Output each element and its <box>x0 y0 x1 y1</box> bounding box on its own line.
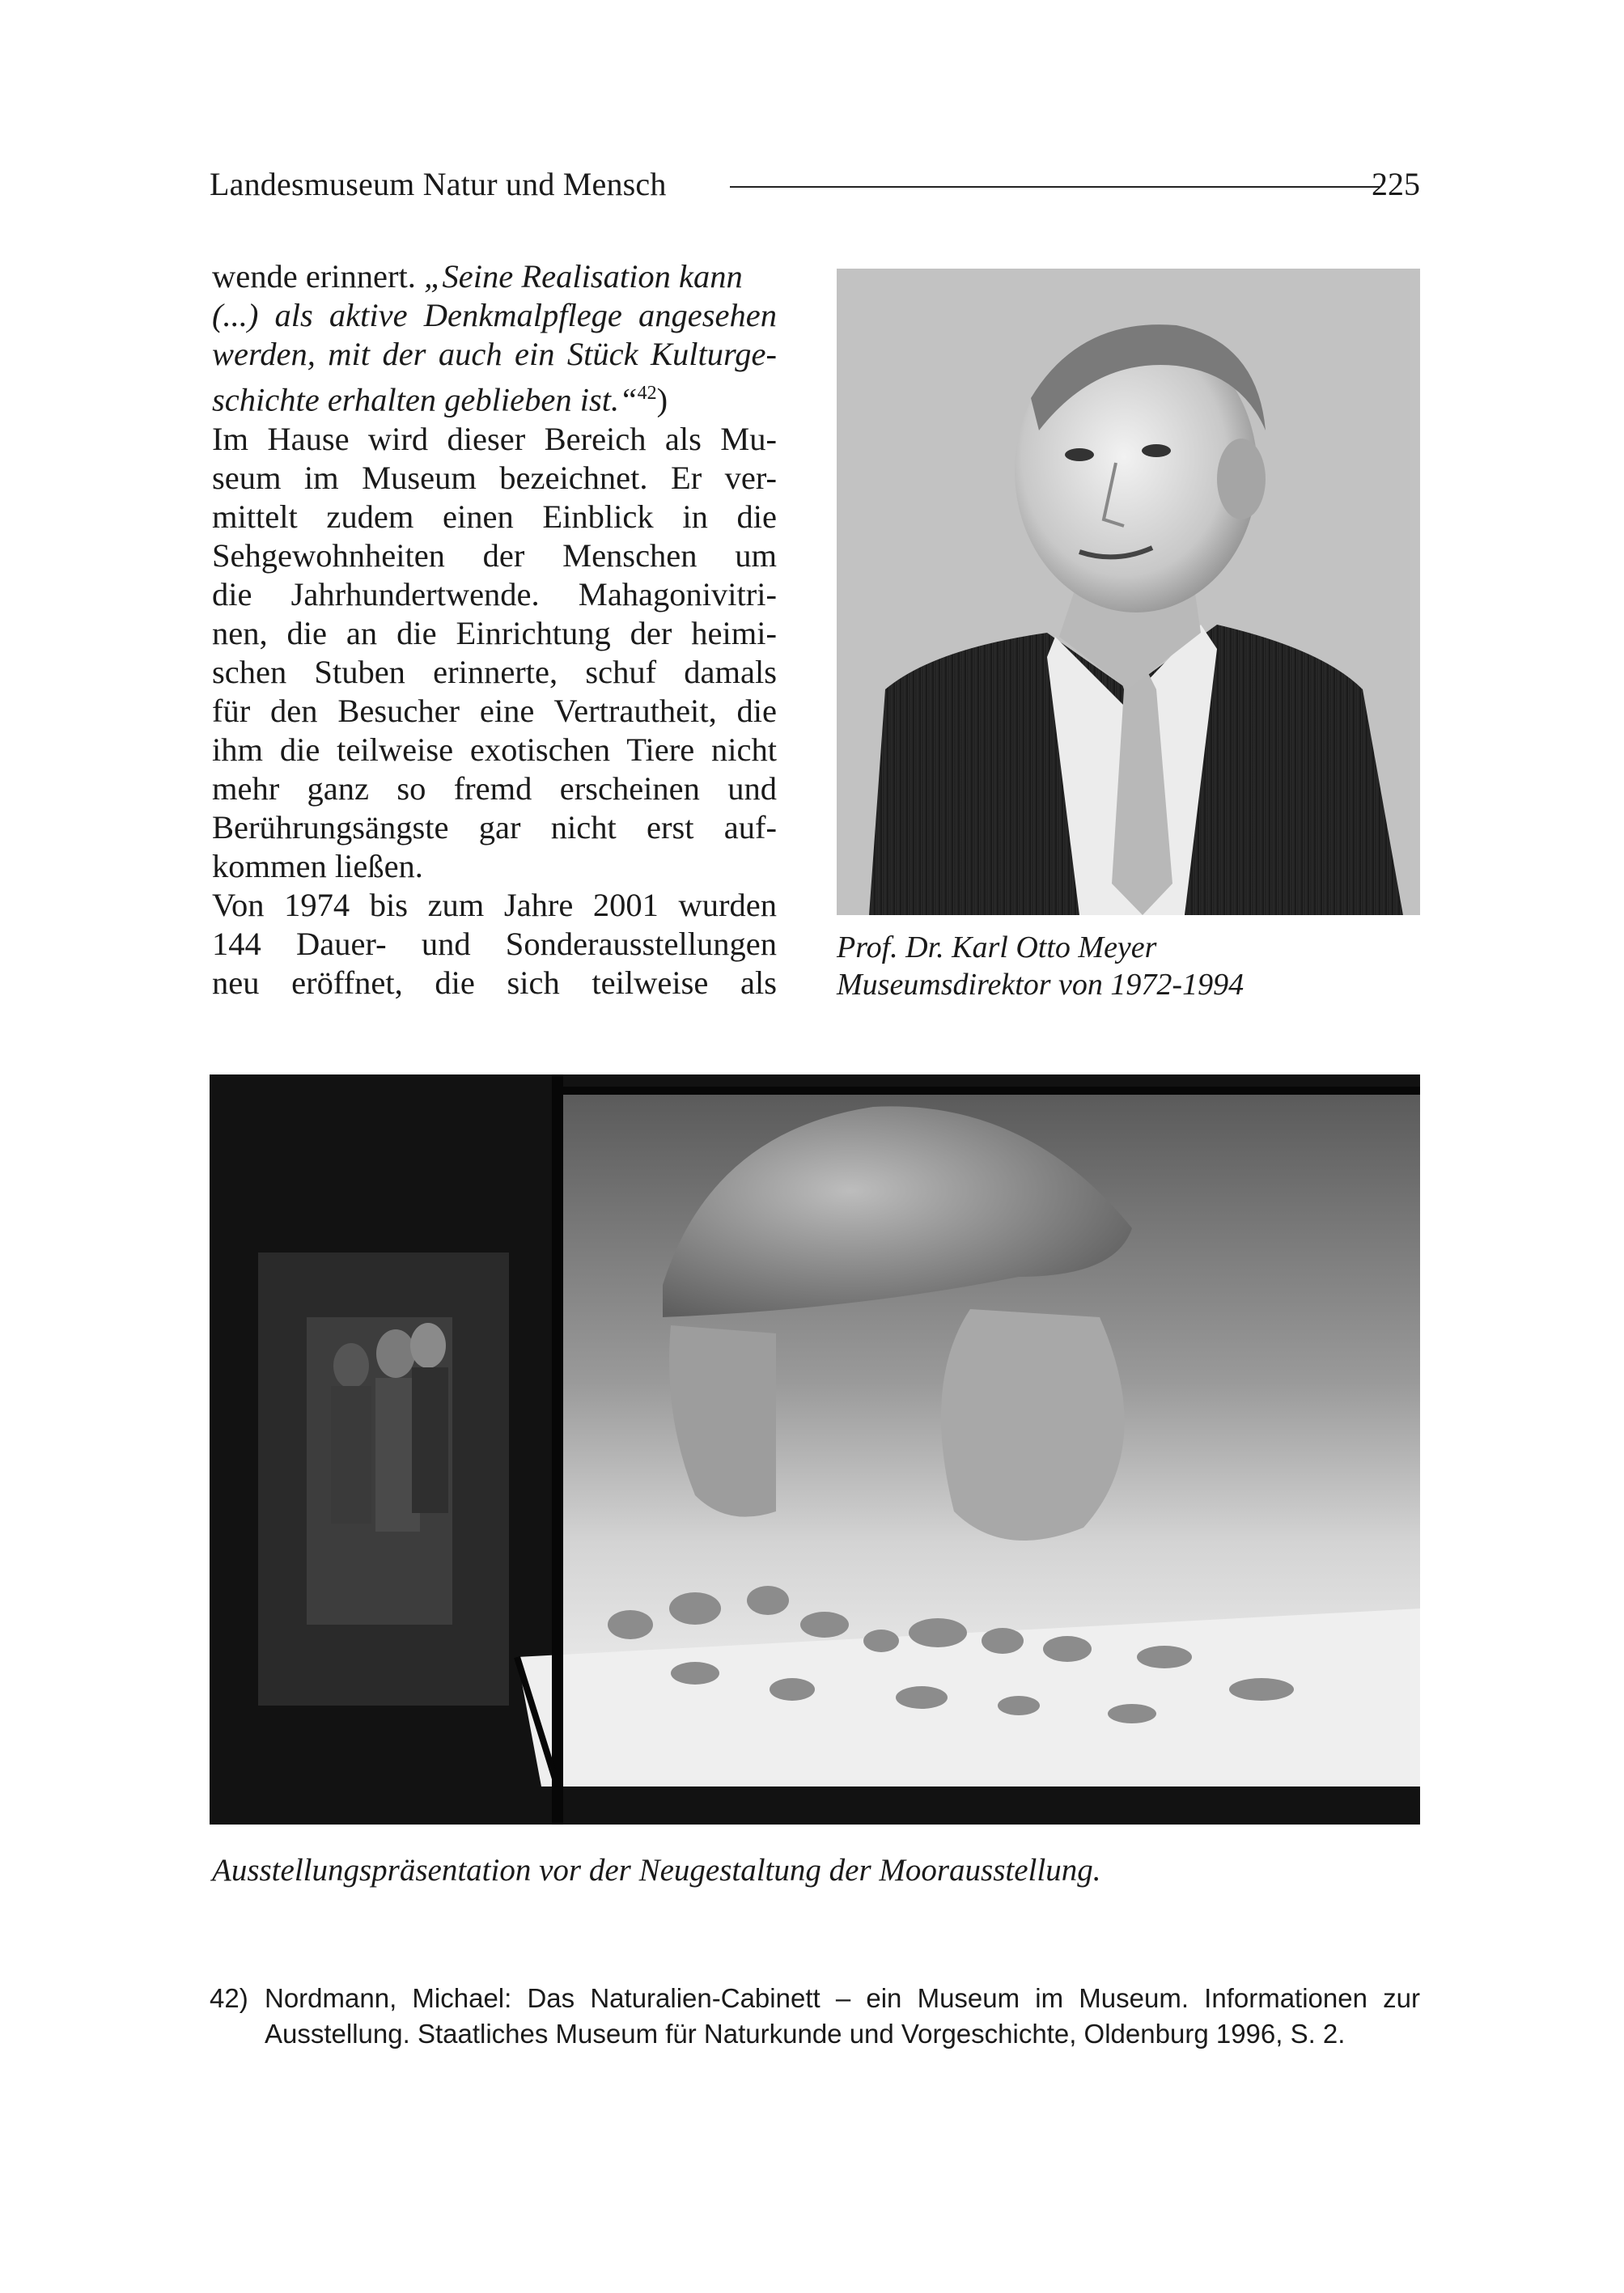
footnote-reference: 42 <box>637 383 657 404</box>
body-line: mittelt zudem einen Einblick in die <box>212 498 777 535</box>
body-line: Sehgewohnheiten der Menschen um <box>212 536 777 574</box>
portrait-photo <box>837 269 1420 915</box>
portrait-illustration <box>837 269 1420 915</box>
running-header <box>210 162 1420 210</box>
body-line <box>212 335 777 374</box>
body-line: schen Stuben erinnerte, schuf damals <box>212 653 777 690</box>
exhibition-illustration <box>210 1074 1420 1825</box>
quote-text: werden, mit der auch ein Stück Kulturge- <box>212 336 777 372</box>
body-text-column <box>212 257 777 1002</box>
quote-text: (...) als aktive Denkmalpflege angesehen <box>212 297 777 333</box>
body-line: Im Hause wird dieser Bereich als Mu- <box>212 420 777 457</box>
body-line: für den Besucher eine Vertrautheit, die <box>212 692 777 729</box>
body-line: Von 1974 bis zum Jahre 2001 wurden <box>212 886 777 923</box>
body-line: seum im Museum bezeichnet. Er ver- <box>212 459 777 496</box>
exhibition-photo <box>210 1074 1420 1825</box>
quote-text: schichte erhalten geblieben ist.“ <box>212 381 638 418</box>
body-line <box>212 296 777 335</box>
footnote <box>210 1981 1420 2052</box>
body-line <box>212 257 777 296</box>
running-title: Landesmuseum Natur und Mensch <box>210 166 667 202</box>
portrait-caption <box>837 929 1420 1003</box>
body-line: Berührungsängste gar nicht erst auf- <box>212 808 777 846</box>
body-line: neu eröffnet, die sich teilweise als <box>212 964 777 1001</box>
body-line: 144 Dauer- und Sonderausstellungen <box>212 925 777 962</box>
quote-text: „Seine Realisation kann <box>424 258 743 295</box>
body-line <box>212 374 777 420</box>
caption-role: Museumsdirektor von 1972-1994 <box>837 968 1245 1002</box>
pillar-stone-right <box>941 1309 1125 1541</box>
body-line: die Jahrhundertwende. Mahagonivitri- <box>212 575 777 612</box>
body-line: ihm die teilweise exotischen Tiere nicht <box>212 731 777 768</box>
body-text: ) <box>656 381 668 418</box>
caption-name: Prof. Dr. Karl Otto Meyer <box>837 930 1157 964</box>
page-number: 225 <box>1372 166 1420 202</box>
footnote-marker: 42) <box>210 1983 248 2013</box>
header-rule <box>730 186 1380 188</box>
exhibition-caption: Ausstellungspräsentation vor der Neugestaltung der Moorausstellung. <box>212 1853 1101 1888</box>
footnote-text: Nordmann, Michael: Das Naturalien-Cabinett – ein Museum im Museum. Informationen zur Ausstellung. Staatliches Museum für Naturkunde und Vorgeschichte, Oldenburg 1996, S. 2. <box>265 1983 1420 2049</box>
body-text: wende erinnert. <box>212 258 425 295</box>
body-line: mehr ganz so fremd erscheinen und <box>212 769 777 807</box>
body-line: kommen ließen. <box>212 847 423 884</box>
body-line: nen, die an die Einrichtung der heimi- <box>212 614 777 651</box>
